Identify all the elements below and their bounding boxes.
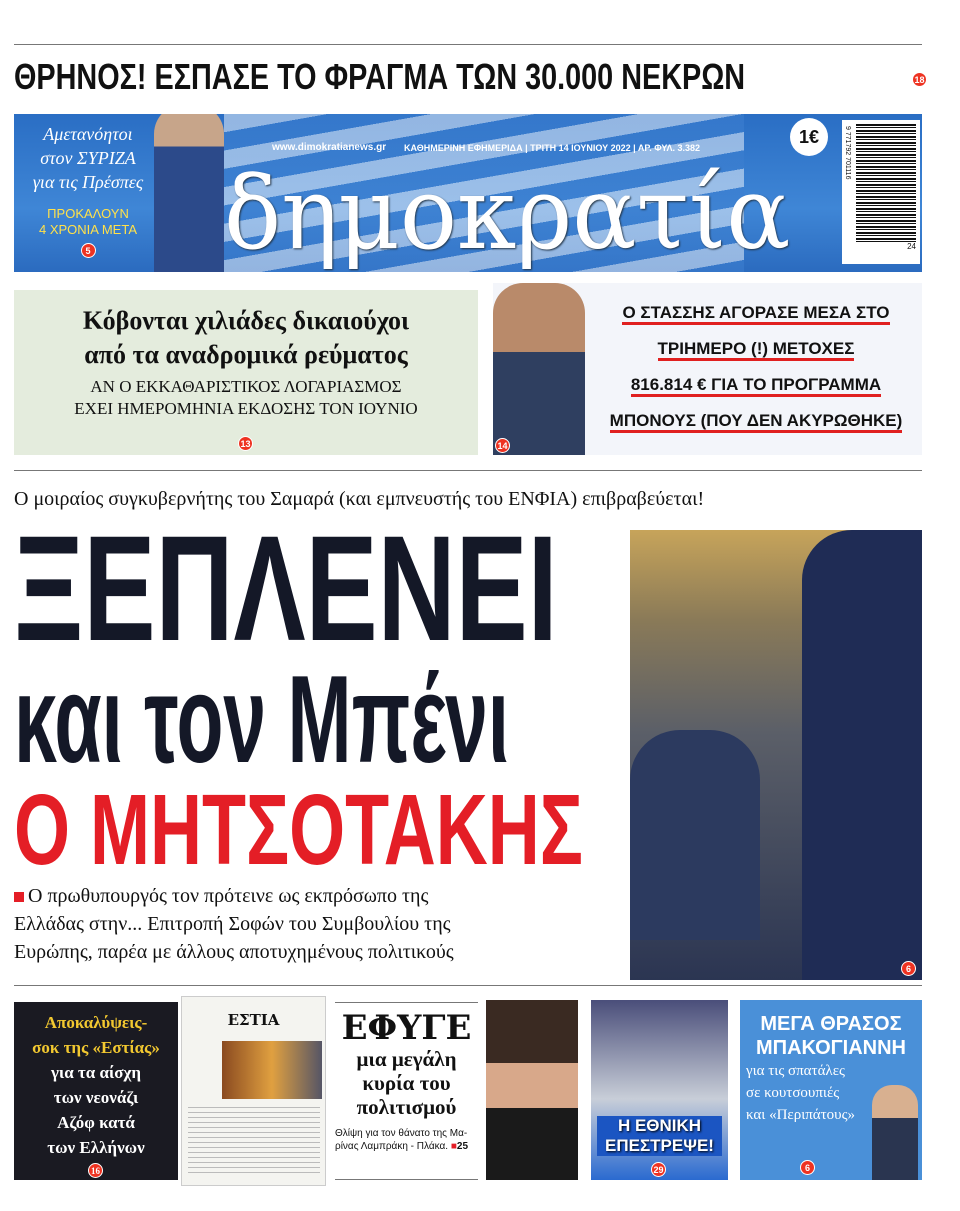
main-kicker: Ο μοιραίος συγκυβερνήτης του Σαμαρά (και εμπνευστής του ΕΝΦΙΑ) επιβραβεύεται! [14, 488, 705, 510]
thrasos-line: για τις σπατάλες [746, 1063, 845, 1079]
page-badge: 5 [81, 243, 96, 258]
page-badge: 13 [238, 436, 253, 451]
story-sub: ΑΝ Ο ΕΚΚΑΘΑΡΙΣΤΙΚΟΣ ΛΟΓΑΡΙΑΣΜΟΣ [90, 377, 402, 396]
efyge-line: κυρία του [362, 1071, 451, 1095]
thrasos-line: ΜΕΓΑ ΘΡΑΣΟΣ [760, 1013, 902, 1035]
estia-story[interactable] [14, 1002, 178, 1180]
side-line: για τις Πρέσπες [32, 172, 144, 192]
side-sub: ΠΡΟΚΑΛΟΥΝ [47, 206, 129, 221]
estia-frontpage-image [181, 996, 326, 1186]
main-body-line: Ο πρωθυπουργός τον πρότεινε ως εκπρόσωπο της [28, 885, 429, 907]
efyge-caption: Θλίψη για τον θάνατο της Μα-ρίνας Λαμπράκη - Πλάκα. [335, 1128, 468, 1152]
side-line: στον ΣΥΡΙΖΑ [40, 148, 136, 168]
stassis-photo [493, 283, 585, 455]
story-line: ΜΠΟΝΟΥΣ (ΠΟΥ ΔΕΝ ΑΚΥΡΩΘΗΚΕ) [610, 411, 903, 433]
estia-line: σοκ της «Εστίας» [32, 1038, 160, 1057]
top-rule [14, 44, 922, 45]
thrasos-line: και «Περιπάτους» [746, 1107, 856, 1123]
barcode [842, 120, 920, 264]
efyge-line: μια μεγάλη [356, 1047, 457, 1071]
main-headline-line3: Ο ΜΗΤΣΟΤΑΚΗΣ [14, 774, 584, 886]
efyge-story[interactable]: ΕΦΥΓΕ μια μεγάλη κυρία του πολιτισμού Θλίψη για τον θάνατο της Μα-ρίνας Λαμπράκη - Πλάκα. ■25 [335, 1002, 478, 1180]
story-right[interactable] [493, 283, 922, 455]
efyge-title: ΕΦΥΓΕ [341, 1008, 472, 1048]
story-sub: ΕΧΕΙ ΗΜΕΡΟΜΗΝΙΑ ΕΚΔΟΣΗΣ ΤΟΝ ΙΟΥΝΙΟ [74, 399, 418, 418]
ethniki-line: Η ΕΘΝΙΚΗ [597, 1116, 722, 1136]
price-badge: 1€ [790, 118, 828, 156]
estia-line: των Ελλήνων [47, 1138, 145, 1157]
side-line: Αμετανόητοι [43, 124, 133, 144]
page-badge: 16 [88, 1163, 103, 1178]
divider [14, 470, 922, 471]
side-sub: 4 ΧΡΟΝΙΑ ΜΕΤΑ [38, 222, 137, 237]
efyge-line: πολιτισμού [356, 1095, 457, 1119]
divider [14, 985, 922, 986]
lampraki-photo [486, 1000, 578, 1180]
main-headline-line2: και τον Μπένι [14, 651, 510, 789]
top-headline-text: ΘΡΗΝΟΣ! ΕΣΠΑΣΕ ΤΟ ΦΡΑΓΜΑ ΤΩΝ 30.000 ΝΕΚΡΩΝ [14, 56, 746, 97]
story-line: ΤΡΙΗΜΕΡΟ (!) ΜΕΤΟΧΕΣ [658, 339, 855, 361]
page-badge: 6 [901, 961, 916, 976]
barcode-number: 9 771792 701116 [844, 126, 851, 180]
story-title: από τα αναδρομικά ρεύματος [84, 340, 408, 369]
main-photo [630, 530, 922, 980]
story-line: 816.814 € ΓΙΑ ΤΟ ΠΡΟΓΡΑΜΜΑ [631, 375, 881, 397]
story-line: Ο ΣΤΑΣΣΗΣ ΑΓΟΡΑΣΕ ΜΕΣΑ ΣΤΟ [622, 303, 889, 325]
story-title: Κόβονται χιλιάδες δικαιούχοι [82, 306, 410, 335]
top-headline [14, 56, 944, 100]
estia-line: για τα αίσχη [50, 1063, 142, 1082]
barcode-issue: 24 [907, 242, 916, 251]
page-badge: 6 [800, 1160, 815, 1175]
page-badge: 14 [495, 438, 510, 453]
thrasos-line: ΜΠΑΚΟΓΙΑΝΝΗ [756, 1037, 906, 1059]
bakoyanni-photo [872, 1085, 918, 1180]
website-link[interactable]: www.dimokratianews.gr [272, 142, 387, 153]
estia-line: Αποκαλύψεις- [44, 1013, 148, 1032]
tsipras-photo [154, 114, 224, 272]
page-badge: 18 [912, 72, 927, 87]
story-left[interactable] [14, 290, 478, 455]
ethniki-story[interactable] [591, 1000, 728, 1180]
masthead [14, 114, 922, 272]
thrasos-line: σε κουτσουπιές [746, 1085, 840, 1101]
main-body-line: Ελλάδας στην... Επιτροπή Σοφών του Συμβουλίου της [14, 913, 451, 935]
estia-masthead: ΕΣΤΙΑ [227, 1011, 280, 1029]
main-headline-line1: ΞΕΠΛΕΝΕΙ [14, 504, 558, 672]
thrasos-story[interactable] [740, 1000, 922, 1180]
bullet-icon [14, 892, 24, 902]
estia-line: των νεονάζι [53, 1088, 139, 1107]
side-story[interactable] [18, 122, 158, 194]
dateline: ΚΑΘΗΜΕΡΙΝΗ ΕΦΗΜΕΡΙΔΑ | ΤΡΙΤΗ 14 ΙΟΥΝΙΟΥ 2022 | ΑΡ. ΦΥΛ. 3.382 [404, 143, 701, 153]
main-body-line: Ευρώπης, παρέα με άλλους αποτυχημένους πολιτικούς [14, 941, 454, 963]
page-badge: 29 [651, 1162, 666, 1177]
newspaper-logo: δημοκρατία [224, 155, 791, 272]
page-ref: 25 [456, 1141, 469, 1152]
estia-line: Αζόφ κατά [57, 1113, 135, 1132]
ethniki-line: ΕΠΕΣΤΡΕΨΕ! [597, 1136, 722, 1156]
